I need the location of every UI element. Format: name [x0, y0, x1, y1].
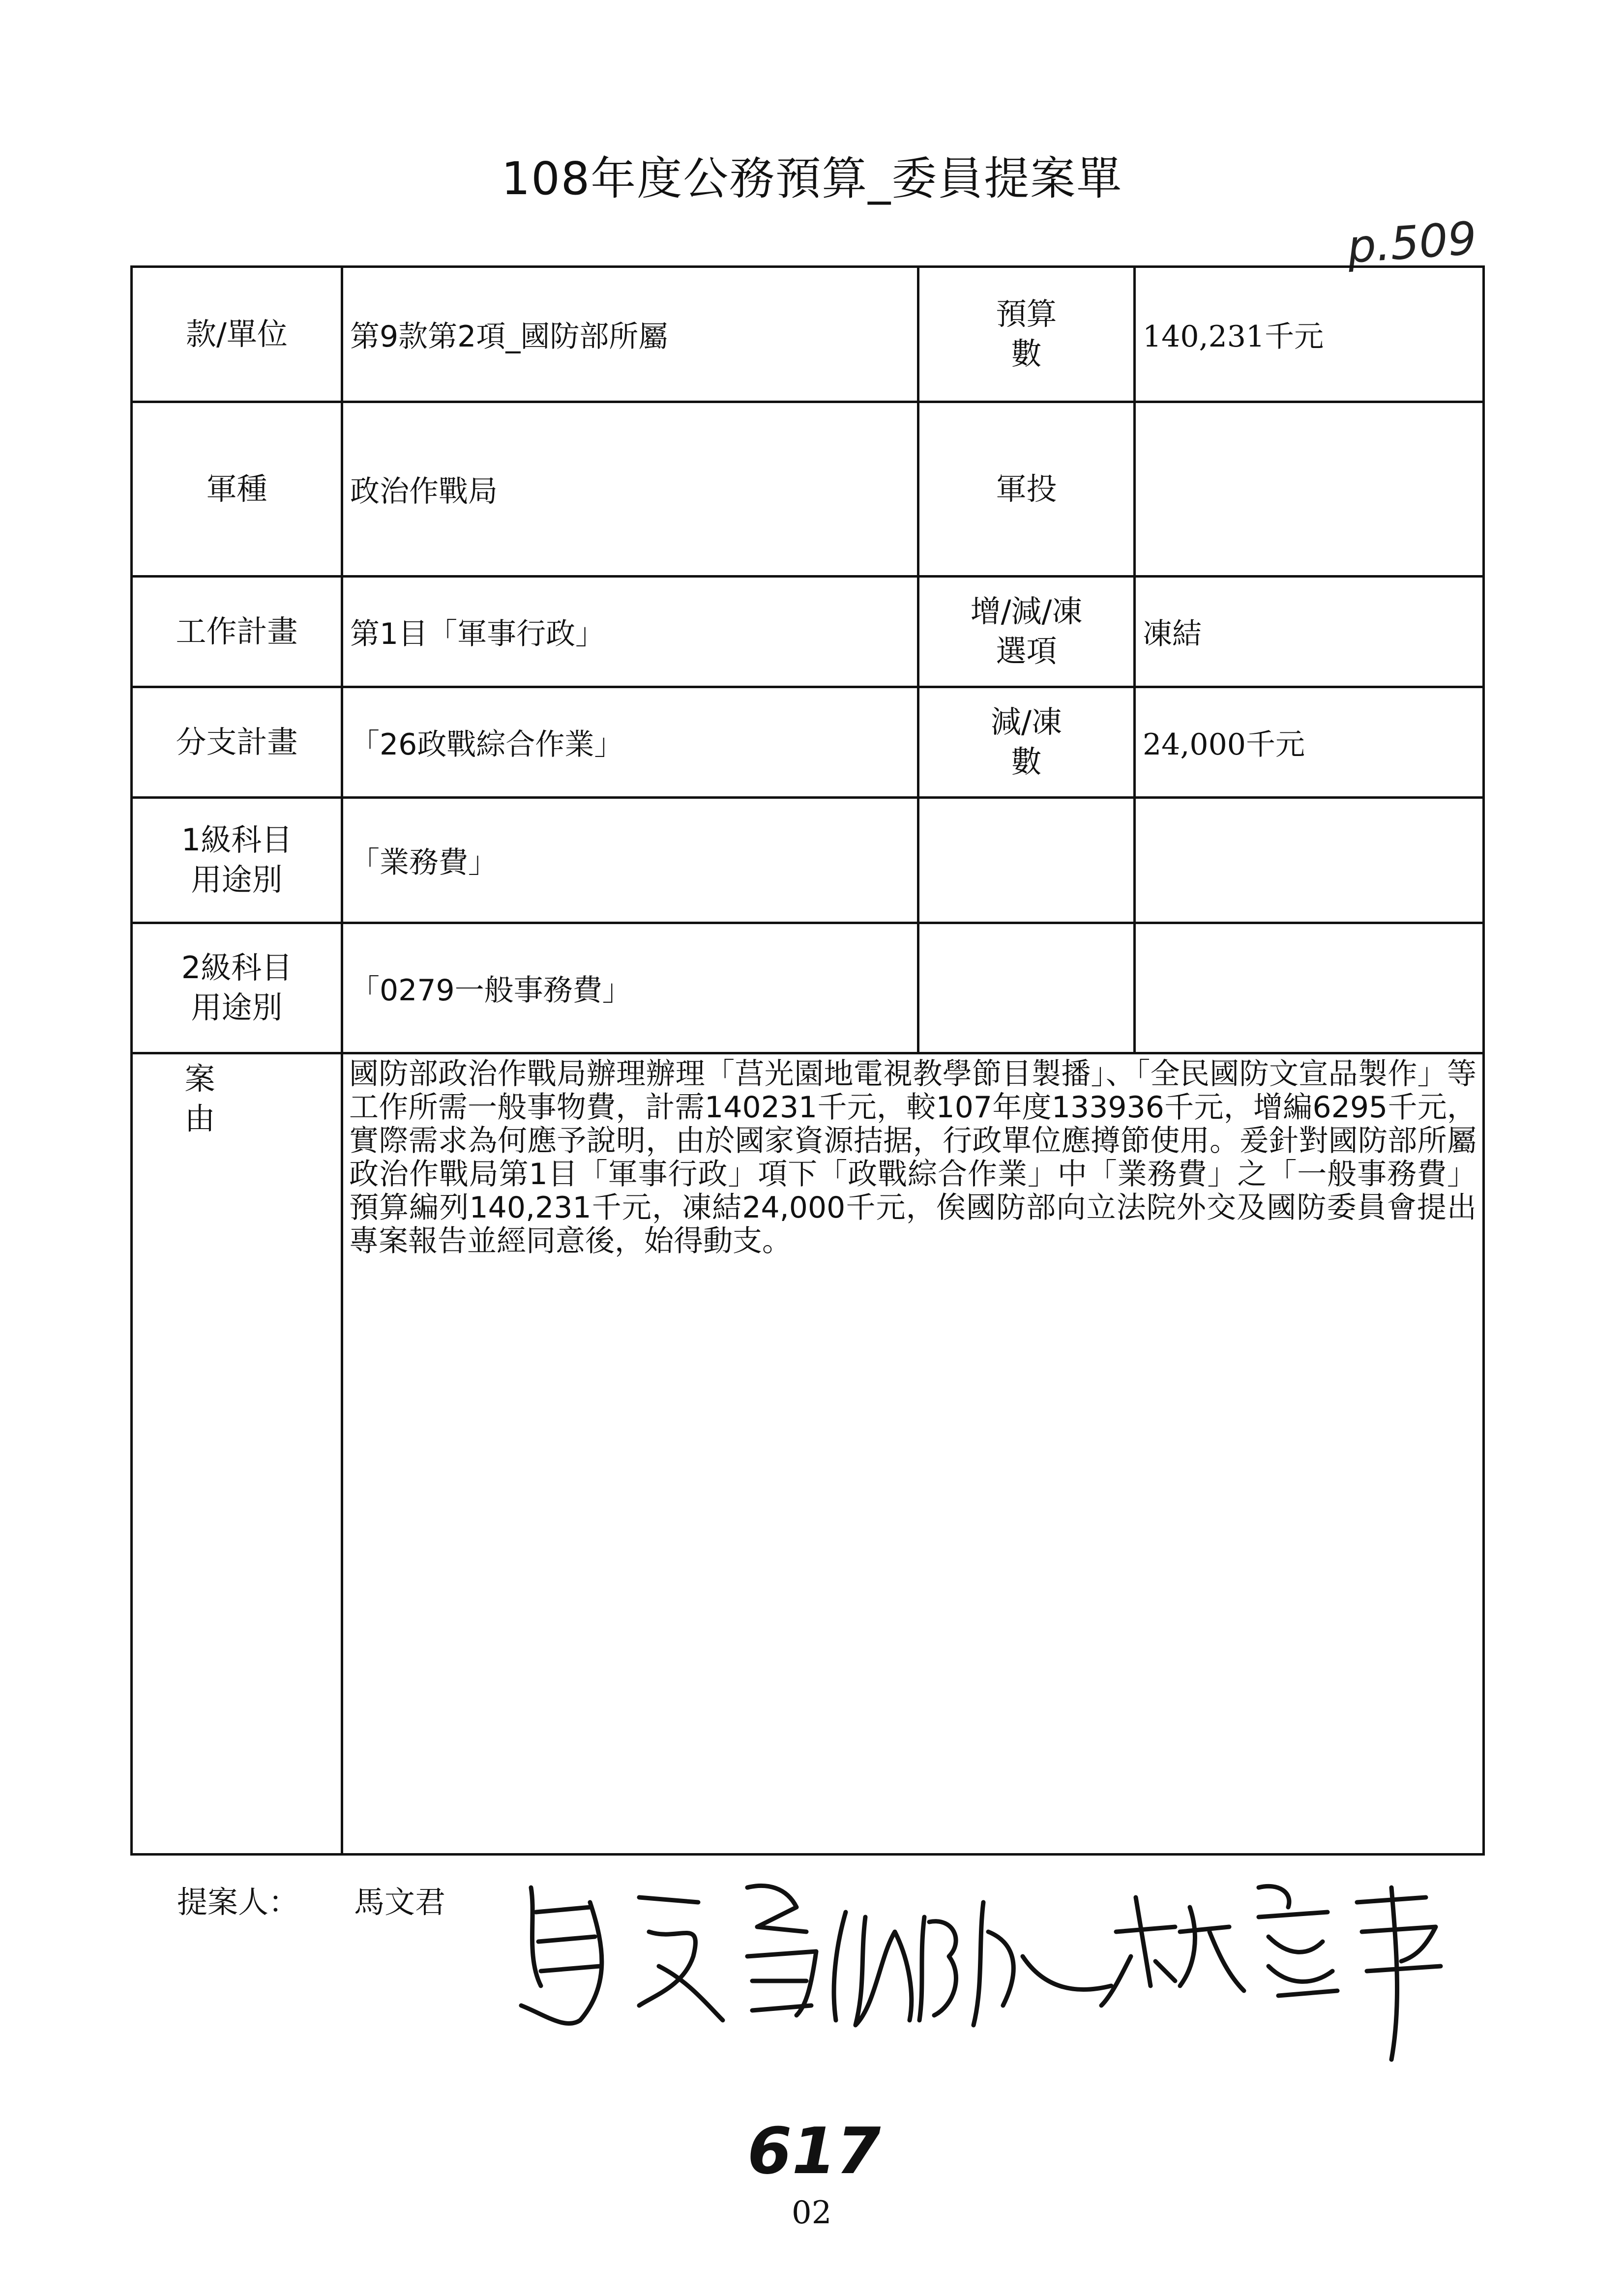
handwritten-number: 617	[747, 2114, 881, 2188]
proposal-form-table	[130, 265, 1485, 1856]
signature-3	[1101, 1886, 1441, 2060]
cell-label-level2-subject	[132, 923, 342, 1053]
cell-value-military-branch: 政治作戰局	[342, 402, 918, 577]
proposer-label: 提案人：	[177, 1884, 299, 1920]
handwritten-page-note: p.509	[1345, 211, 1478, 274]
cell-label-reason	[132, 1053, 342, 1855]
cell-value-budget-amount: 140,231千元	[1135, 267, 1484, 402]
signature-1	[521, 1886, 816, 2023]
label-text: 減/凍 數	[991, 704, 1062, 780]
cell-empty	[1135, 798, 1484, 923]
cell-value-military-investment	[1135, 402, 1484, 577]
table-row	[132, 267, 1484, 402]
cell-value-reduce-freeze-amount: 24,000千元	[1135, 687, 1484, 798]
cell-label-military-branch: 軍種	[132, 402, 342, 577]
table-row	[132, 798, 1484, 923]
cell-value-branch-plan: 「26政戰綜合作業」	[342, 687, 918, 798]
cell-empty	[918, 923, 1135, 1053]
table-row	[132, 577, 1484, 687]
signature-2	[834, 1902, 1111, 2025]
table-row-reason	[132, 1053, 1484, 1855]
cell-label-adjust-option	[918, 577, 1135, 687]
cell-label-branch-plan: 分支計畫	[132, 687, 342, 798]
cell-label-work-plan: 工作計畫	[132, 577, 342, 687]
cell-label-reduce-freeze-amount	[918, 687, 1135, 798]
cell-value-level1-subject: 「業務費」	[342, 798, 918, 923]
cell-label-budget-amount	[918, 267, 1135, 402]
cell-empty	[1135, 923, 1484, 1053]
cell-value-reason: 國防部政治作戰局辦理辦理「莒光園地電視教學節目製播」、「全民國防文宣品製作」等工作所需一般事物費，計需140231千元，較107年度133936千元，增編6295千元，實際需求為何應予說明，由於國家資源拮据，行政單位應撙節使用。爰針對國防部所屬政治作戰局第1目「軍事行政」項下「政戰綜合作業」中「業務費」之「一般事務費」預算編列140,231千元，凍結24,000千元，俟國防部向立法院外交及國防委員會提出專案報告並經同意後，始得動支。	[342, 1053, 1484, 1855]
cell-value-section-unit: 第9款第2項_國防部所屬	[342, 267, 918, 402]
table-row	[132, 923, 1484, 1053]
table-row	[132, 687, 1484, 798]
label-text: 增/減/凍 選項	[970, 593, 1083, 669]
cell-value-level2-subject: 「0279一般事務費」	[342, 923, 918, 1053]
label-text: 預算 數	[996, 296, 1057, 372]
form-title: 108年度公務預算_委員提案單	[501, 152, 1123, 205]
label-text: 2級科目 用途別	[181, 950, 293, 1025]
cell-value-work-plan: 第1目「軍事行政」	[342, 577, 918, 687]
handwritten-signatures	[492, 1858, 1475, 2064]
label-text: 1級科目 用途別	[181, 822, 293, 898]
cell-label-section-unit: 款/單位	[132, 267, 342, 402]
page-number: 02	[792, 2195, 832, 2231]
proposer-name: 馬文君	[354, 1884, 446, 1920]
cell-label-military-investment: 軍投	[918, 402, 1135, 577]
cell-value-adjust-option: 凍結	[1135, 577, 1484, 687]
cell-empty	[918, 798, 1135, 923]
label-text: 案由	[184, 1061, 289, 1136]
cell-label-level1-subject	[132, 798, 342, 923]
table-row	[132, 402, 1484, 577]
